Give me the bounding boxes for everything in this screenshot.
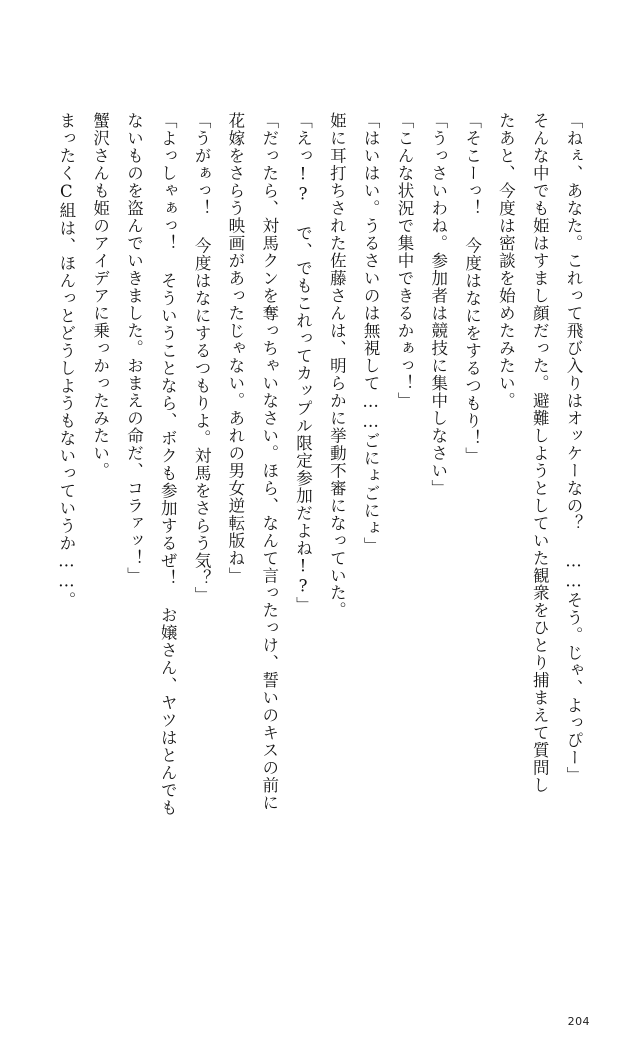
text-line: 姫に耳打ちされた佐藤さんは、明らかに挙動不審になっていた。: [327, 112, 347, 620]
text-line: 「よっしゃぁっ！ そういうことなら、ボクも参加するぜ！ お嬢さん、ヤツはとんでも: [158, 112, 178, 817]
vertical-text-body: [40, 112, 590, 982]
text-line: 「そこーっ！ 今度はなにをするつもり！」: [462, 112, 482, 465]
text-line: 「はいはい。うるさいのは無視して……ごにょごにょ」: [361, 112, 381, 555]
text-line: そんな中でも姫はすまし顔だった。避難しようとしていた観衆をひとり捕まえて質問し: [530, 112, 550, 795]
text-line: 「うがぁっ！ 今度はなにするつもりよ。対馬をさらう気？」: [192, 112, 212, 605]
page-number: 204: [567, 1015, 590, 1028]
text-line: 「こんな状況で集中できるかぁっ！」: [394, 112, 414, 410]
text-line: 蟹沢さんも姫のアイデアに乗っかったみたい。: [90, 112, 110, 480]
text-line: 「えっ!? で、でもこれってカップル限定参加だよね!?」: [293, 112, 313, 615]
text-line: 「ねぇ、あなた。これって飛び入りはオッケーなの？ ……そう。じゃ、よっぴー」: [564, 112, 583, 785]
text-line: まったくC組は、ほんっとどうしようもないっていうか……。: [56, 112, 76, 610]
text-line: 「だったら、対馬クンを奪っちゃいなさい。ほら、なんて言ったっけ、誓いのキスの前に: [259, 112, 279, 812]
text-line: ないものを盗んでいきました。おまえの命だ、コラァッ！」: [124, 112, 144, 585]
text-line: たあと、今度は密談を始めたみたい。: [496, 112, 516, 410]
text-line: 「うっさいわね。参加者は競技に集中しなさい」: [428, 112, 448, 497]
text-line: 花嫁をさらう映画があったじゃない。あれの男女逆転版ね」: [225, 112, 245, 585]
